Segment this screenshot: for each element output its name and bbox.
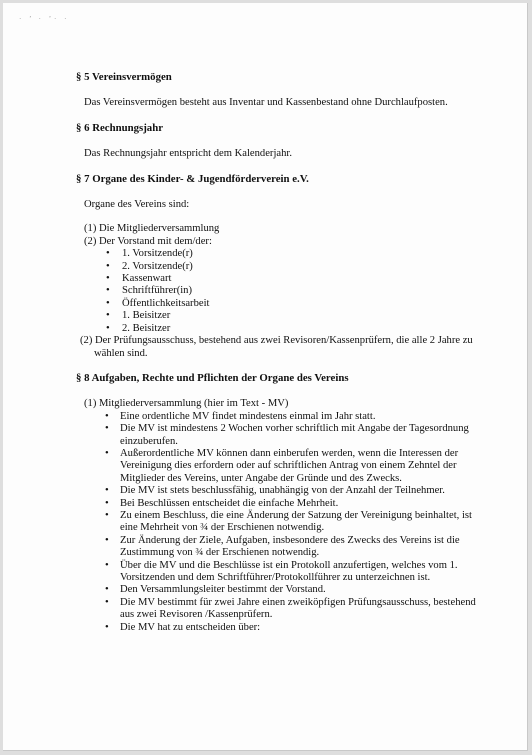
list-item: • 2. Beisitzer (76, 323, 476, 335)
organ-item-2: (2) Der Vorstand mit dem/der: (84, 235, 212, 247)
section-8-sub-1: (1) Mitgliederversammlung (hier im Text - MV) (84, 398, 289, 410)
list-item: • Die MV bestimmt für zwei Jahre einen zweiköpfigen Prüfungsausschuss, bestehend aus zwei Revisoren /Kassenprüfern. (76, 597, 476, 622)
list-item: • 1. Vorsitzende(r) (76, 248, 476, 260)
list-item: • Eine ordentliche MV findet mindestens einmal im Jahr statt. (76, 411, 476, 423)
list-item: • Kassenwart (76, 273, 476, 285)
section-6-heading: § 6 Rechnungsjahr (76, 121, 163, 134)
section-7-heading: § 7 Organe des Kinder- & Jugendförderverein e.V. (76, 172, 309, 185)
organ-item-1: (1) Die Mitgliederversammlung (84, 223, 220, 235)
organ-item-3: (2) Der Prüfungsausschuss, bestehend aus zwei Revisoren/Kassenprüfern, die alle 2 Jahre zu wählen sind. (80, 335, 473, 359)
list-item: • Bei Beschlüssen entscheidet die einfache Mehrheit. (76, 498, 476, 510)
list-item: • Öffentlichkeitsarbeit (76, 298, 476, 310)
board-list (76, 248, 476, 335)
list-item: • Außerordentliche MV können dann einberufen werden, wenn die Interessen der Vereinigung dies erfordern oder auf schriftlichen Antrag von einem Zehntel der Mitglieder des Vereins, unter Angabe der Gründe und des Zwecks. (76, 448, 476, 485)
list-item: • Zu einem Beschluss, die eine Änderung der Satzung der Vereinigung beinhaltet, ist eine Mehrheit von ¾ der Erschienen notwendig. (76, 510, 476, 535)
list-item: • Die MV ist stets beschlussfähig, unabhängig von der Anzahl der Teilnehmer. (76, 485, 476, 497)
list-item: • Über die MV und die Beschlüsse ist ein Protokoll anzufertigen, welches vom 1. Vorsitzenden und dem Schriftführer/Protokollführer zu unterzeichnen ist. (76, 560, 476, 585)
section-6-text: Das Rechnungsjahr entspricht dem Kalenderjahr. (84, 148, 292, 160)
list-item: • 2. Vorsitzende(r) (76, 261, 476, 273)
mv-rules-list (76, 411, 476, 634)
document-page (3, 3, 528, 751)
list-item: • Den Versammlungsleiter bestimmt der Vorstand. (76, 584, 476, 596)
scan-artifact: · ’ · ’· · (19, 15, 70, 23)
list-item: • Schriftführer(in) (76, 285, 476, 297)
section-7-intro: Organe des Vereins sind: (84, 199, 190, 211)
list-item: • Die MV ist mindestens 2 Wochen vorher schriftlich mit Angabe der Tagesordnung einzuberufen. (76, 423, 476, 448)
section-5-heading: § 5 Vereinsvermögen (76, 71, 172, 83)
list-item: • Die MV hat zu entscheiden über: (76, 622, 476, 634)
list-item: • Zur Änderung der Ziele, Aufgaben, insbesondere des Zwecks des Vereins ist die Zustimmung von ¾ der Erschienen notwendig. (76, 535, 476, 560)
list-item: • 1. Beisitzer (76, 310, 476, 322)
document-body (76, 71, 476, 634)
section-5-text: Das Vereinsvermögen besteht aus Inventar und Kassenbestand ohne Durchlaufposten. (84, 97, 448, 109)
section-8-heading: § 8 Aufgaben, Rechte und Pflichten der Organe des Vereins (76, 371, 349, 384)
